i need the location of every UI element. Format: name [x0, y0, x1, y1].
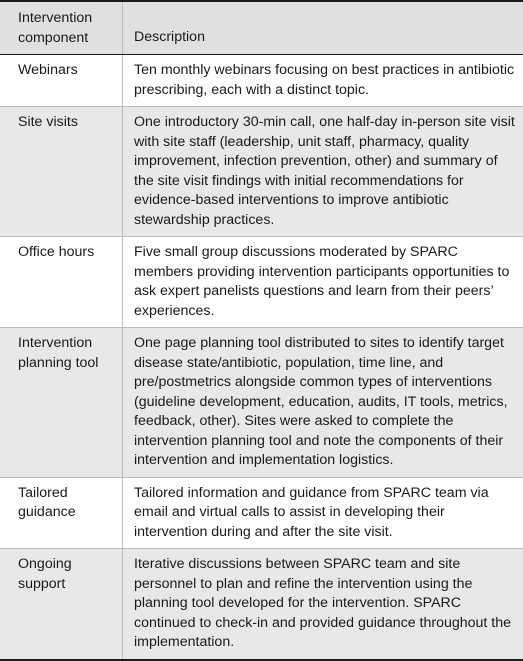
table-row-webinars — [0, 55, 523, 107]
table-row-tailored-guidance — [0, 478, 523, 550]
table-header-row — [0, 2, 523, 55]
table-row-office-hours — [0, 237, 523, 328]
header-component: Intervention component — [0, 2, 123, 54]
table-row-ongoing-support — [0, 549, 523, 659]
component-cell: Site visits — [0, 107, 123, 236]
component-cell: Ongoing support — [0, 549, 123, 659]
component-cell: Tailored guidance — [0, 478, 123, 549]
description-cell: One introductory 30-min call, one half-day in-person site visit with site staff (leadership, unit staff, pharmacy, quality improvement, infection prevention, other) and summary of the site visit findings with initial recommendations for evidence-based interventions to improve antibiotic stewardship practices. — [134, 114, 515, 228]
description-cell: Iterative discussions between SPARC team and site personnel to plan and refine the intervention using the planning tool developed for the intervention. SPARC continued to check-in and provided guidance throughout the implementation. — [134, 556, 512, 650]
description-cell: Five small group discussions moderated by SPARC members providing intervention participants opportunities to ask expert panelists questions and learn from their peers’ experiences. — [134, 244, 510, 319]
table-row-planning-tool — [0, 328, 523, 478]
component-cell: Webinars — [0, 55, 123, 106]
description-cell: Ten monthly webinars focusing on best practices in antibiotic prescribing, each with a distinct topic. — [134, 62, 515, 98]
component-cell: Intervention planning tool — [0, 328, 123, 477]
header-description: Description — [134, 29, 205, 45]
component-cell: Office hours — [0, 237, 123, 327]
description-cell: Tailored information and guidance from SPARC team via email and virtual calls to assist in developing their intervention during and after the site visit. — [134, 484, 489, 540]
description-cell: One page planning tool distributed to sites to identify target disease state/antibiotic, population, time line, and pre/postmetrics alongside common types of interventions (guideline development, education, audits, IT tools, metrics, feedback, other). Sites were asked to complete the intervention planning tool and note the components of their intervention and implementation logistics. — [134, 335, 508, 468]
table-row-site-visits — [0, 107, 523, 237]
